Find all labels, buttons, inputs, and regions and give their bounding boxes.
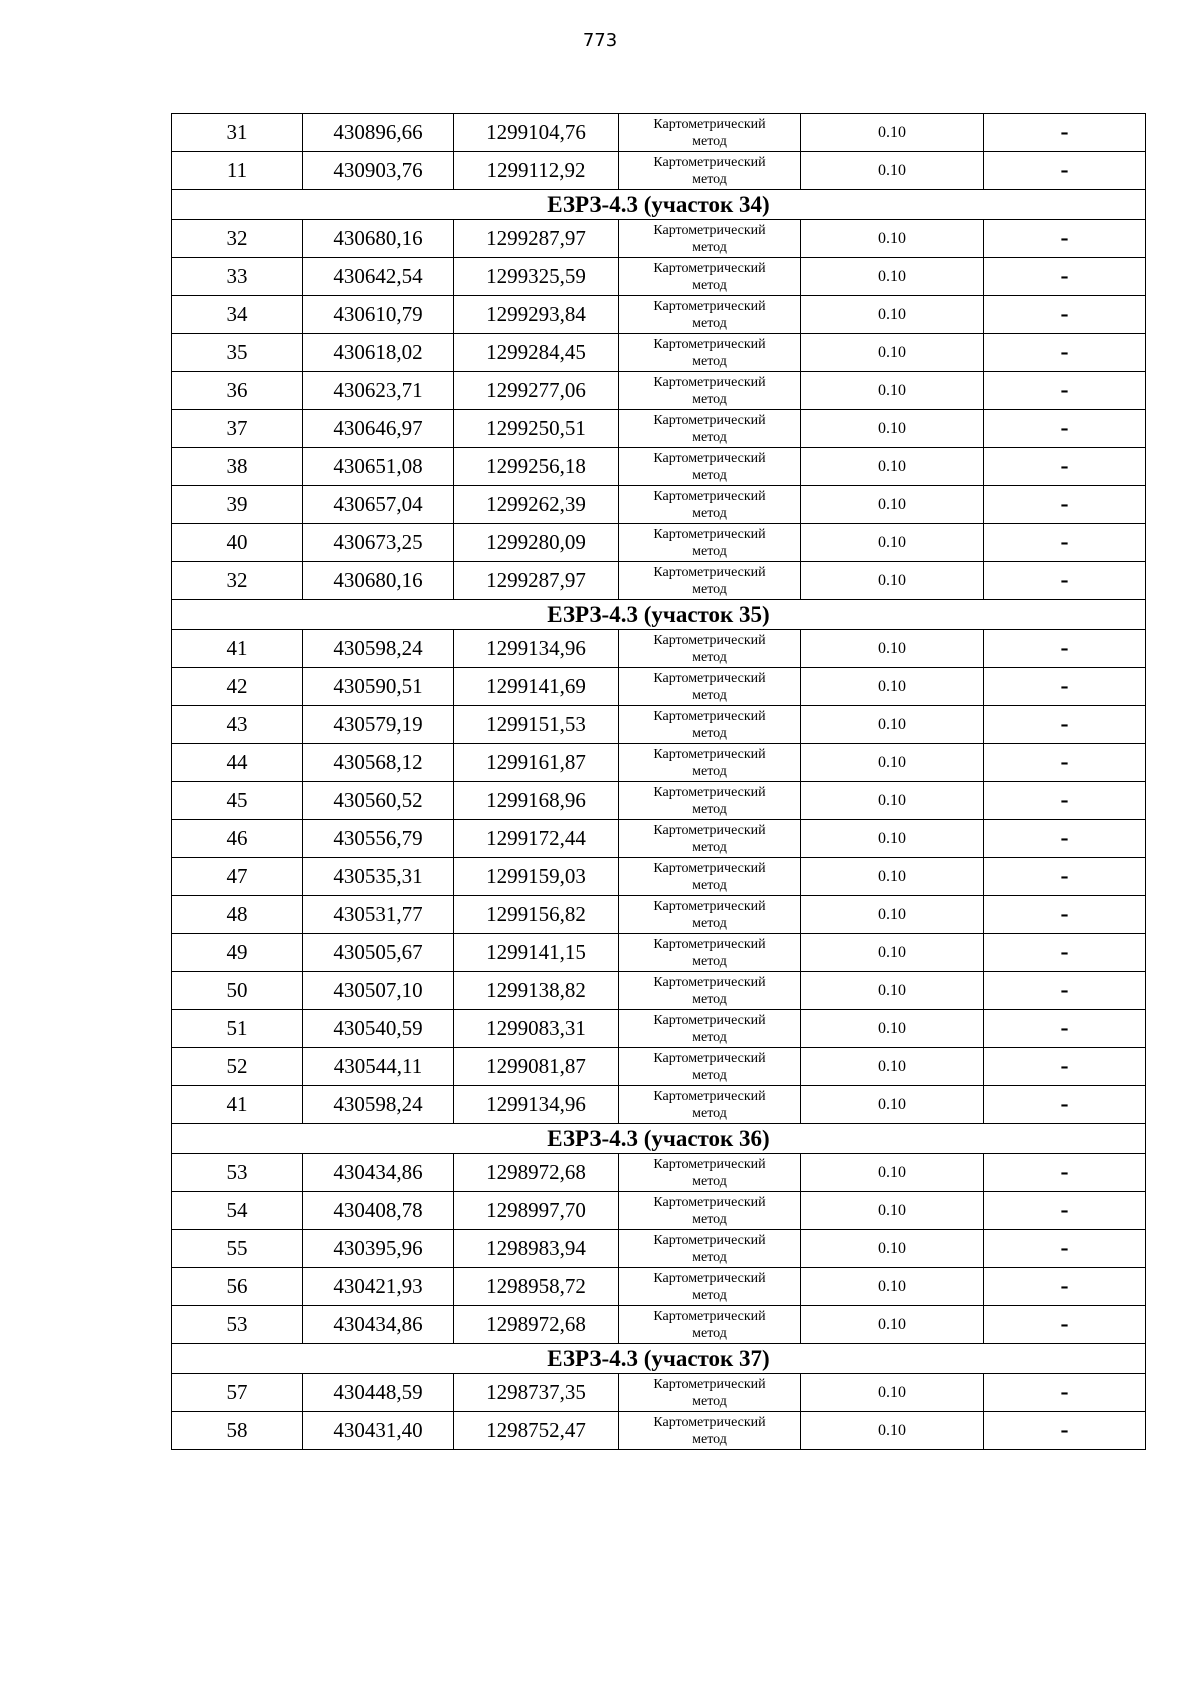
description-cell: - [984,630,1146,668]
method-line-2: метод [692,1211,727,1227]
description-cell: - [984,152,1146,190]
table-row [172,258,1146,296]
y-coordinate-cell: 1299262,39 [454,486,619,524]
accuracy-cell: 0.10 [801,372,984,410]
point-number-cell: 51 [172,1010,303,1048]
x-coordinate-cell: 430568,12 [303,744,454,782]
y-coordinate-cell: 1298958,72 [454,1268,619,1306]
accuracy-cell: 0.10 [801,630,984,668]
accuracy-cell: 0.10 [801,258,984,296]
y-coordinate-cell: 1299104,76 [454,114,619,152]
table-row [172,220,1146,258]
x-coordinate-cell: 430903,76 [303,152,454,190]
method-line-1: Картометрический [653,412,766,428]
method-line-1: Картометрический [653,488,766,504]
coordinates-table-body [172,114,1146,1450]
accuracy-cell: 0.10 [801,782,984,820]
y-coordinate-cell: 1299134,96 [454,630,619,668]
point-number-cell: 46 [172,820,303,858]
description-cell: - [984,334,1146,372]
method-cell [619,782,801,820]
point-number-cell: 32 [172,562,303,600]
method-line-1: Картометрический [653,936,766,952]
description-cell: - [984,744,1146,782]
table-row [172,706,1146,744]
y-coordinate-cell: 1299293,84 [454,296,619,334]
y-coordinate-cell: 1299250,51 [454,410,619,448]
x-coordinate-cell: 430642,54 [303,258,454,296]
y-coordinate-cell: 1298997,70 [454,1192,619,1230]
method-line-2: метод [692,277,727,293]
description-cell: - [984,486,1146,524]
method-line-2: метод [692,505,727,521]
x-coordinate-cell: 430544,11 [303,1048,454,1086]
point-number-cell: 36 [172,372,303,410]
description-cell: - [984,972,1146,1010]
method-line-2: метод [692,801,727,817]
method-line-1: Картометрический [653,298,766,314]
point-number-cell: 45 [172,782,303,820]
x-coordinate-cell: 430618,02 [303,334,454,372]
description-cell: - [984,782,1146,820]
method-line-2: метод [692,171,727,187]
method-line-2: метод [692,725,727,741]
section-title: ЕЗРЗ-4.3 (участок 35) [172,600,1146,630]
method-cell [619,744,801,782]
method-cell [619,630,801,668]
y-coordinate-cell: 1298972,68 [454,1306,619,1344]
method-line-2: метод [692,467,727,483]
x-coordinate-cell: 430431,40 [303,1412,454,1450]
y-coordinate-cell: 1298737,35 [454,1374,619,1412]
table-row [172,296,1146,334]
accuracy-cell: 0.10 [801,296,984,334]
table-row [172,858,1146,896]
method-line-1: Картометрический [653,1194,766,1210]
accuracy-cell: 0.10 [801,152,984,190]
x-coordinate-cell: 430434,86 [303,1154,454,1192]
point-number-cell: 55 [172,1230,303,1268]
method-line-1: Картометрический [653,1050,766,1066]
x-coordinate-cell: 430579,19 [303,706,454,744]
x-coordinate-cell: 430657,04 [303,486,454,524]
method-line-1: Картометрический [653,116,766,132]
accuracy-cell: 0.10 [801,1306,984,1344]
description-cell: - [984,1230,1146,1268]
table-row [172,934,1146,972]
table-row [172,1086,1146,1124]
point-number-cell: 53 [172,1306,303,1344]
x-coordinate-cell: 430434,86 [303,1306,454,1344]
table-row [172,448,1146,486]
y-coordinate-cell: 1299256,18 [454,448,619,486]
method-cell [619,820,801,858]
y-coordinate-cell: 1299134,96 [454,1086,619,1124]
accuracy-cell: 0.10 [801,706,984,744]
table-row [172,1374,1146,1412]
point-number-cell: 35 [172,334,303,372]
method-line-2: метод [692,1287,727,1303]
method-cell [619,1412,801,1450]
section-header-row [172,600,1146,630]
accuracy-cell: 0.10 [801,486,984,524]
table-row [172,410,1146,448]
x-coordinate-cell: 430680,16 [303,562,454,600]
method-cell [619,562,801,600]
point-number-cell: 57 [172,1374,303,1412]
accuracy-cell: 0.10 [801,1048,984,1086]
x-coordinate-cell: 430408,78 [303,1192,454,1230]
method-line-1: Картометрический [653,526,766,542]
accuracy-cell: 0.10 [801,524,984,562]
method-line-2: метод [692,915,727,931]
method-line-1: Картометрический [653,632,766,648]
table-row [172,820,1146,858]
method-line-2: метод [692,581,727,597]
description-cell: - [984,1412,1146,1450]
method-line-2: метод [692,953,727,969]
x-coordinate-cell: 430507,10 [303,972,454,1010]
y-coordinate-cell: 1299141,15 [454,934,619,972]
method-cell [619,1192,801,1230]
x-coordinate-cell: 430560,52 [303,782,454,820]
table-row [172,744,1146,782]
method-cell [619,524,801,562]
method-cell [619,1154,801,1192]
x-coordinate-cell: 430598,24 [303,630,454,668]
section-header-row [172,190,1146,220]
description-cell: - [984,706,1146,744]
method-cell [619,410,801,448]
method-cell [619,114,801,152]
method-cell [619,1374,801,1412]
section-title: ЕЗРЗ-4.3 (участок 36) [172,1124,1146,1154]
y-coordinate-cell: 1299159,03 [454,858,619,896]
method-line-1: Картометрический [653,860,766,876]
point-number-cell: 48 [172,896,303,934]
method-line-1: Картометрический [653,336,766,352]
table-row [172,486,1146,524]
method-cell [619,934,801,972]
point-number-cell: 41 [172,1086,303,1124]
method-cell [619,258,801,296]
description-cell: - [984,896,1146,934]
x-coordinate-cell: 430590,51 [303,668,454,706]
y-coordinate-cell: 1299156,82 [454,896,619,934]
table-row [172,1306,1146,1344]
x-coordinate-cell: 430646,97 [303,410,454,448]
accuracy-cell: 0.10 [801,972,984,1010]
x-coordinate-cell: 430623,71 [303,372,454,410]
method-line-2: метод [692,991,727,1007]
method-line-2: метод [692,763,727,779]
table-row [172,114,1146,152]
description-cell: - [984,296,1146,334]
method-cell [619,896,801,934]
method-line-2: метод [692,353,727,369]
method-cell [619,706,801,744]
accuracy-cell: 0.10 [801,1230,984,1268]
accuracy-cell: 0.10 [801,744,984,782]
method-line-1: Картометрический [653,1156,766,1172]
y-coordinate-cell: 1299141,69 [454,668,619,706]
method-line-2: метод [692,315,727,331]
method-line-1: Картометрический [653,898,766,914]
x-coordinate-cell: 430610,79 [303,296,454,334]
x-coordinate-cell: 430651,08 [303,448,454,486]
accuracy-cell: 0.10 [801,1086,984,1124]
accuracy-cell: 0.10 [801,668,984,706]
point-number-cell: 43 [172,706,303,744]
method-line-2: метод [692,1249,727,1265]
x-coordinate-cell: 430896,66 [303,114,454,152]
y-coordinate-cell: 1299280,09 [454,524,619,562]
accuracy-cell: 0.10 [801,1010,984,1048]
section-header-row [172,1344,1146,1374]
description-cell: - [984,220,1146,258]
accuracy-cell: 0.10 [801,1268,984,1306]
method-line-1: Картометрический [653,374,766,390]
description-cell: - [984,448,1146,486]
method-cell [619,220,801,258]
method-line-2: метод [692,1067,727,1083]
point-number-cell: 56 [172,1268,303,1306]
method-line-2: метод [692,543,727,559]
accuracy-cell: 0.10 [801,858,984,896]
method-cell [619,1306,801,1344]
method-line-2: метод [692,1173,727,1189]
method-line-2: метод [692,391,727,407]
accuracy-cell: 0.10 [801,1374,984,1412]
y-coordinate-cell: 1299151,53 [454,706,619,744]
accuracy-cell: 0.10 [801,1154,984,1192]
y-coordinate-cell: 1299277,06 [454,372,619,410]
x-coordinate-cell: 430598,24 [303,1086,454,1124]
x-coordinate-cell: 430505,67 [303,934,454,972]
table-row [172,1048,1146,1086]
method-line-1: Картометрический [653,670,766,686]
method-line-1: Картометрический [653,1012,766,1028]
method-line-1: Картометрический [653,746,766,762]
method-line-2: метод [692,1105,727,1121]
method-cell [619,372,801,410]
description-cell: - [984,1268,1146,1306]
description-cell: - [984,410,1146,448]
table-row [172,972,1146,1010]
method-line-1: Картометрический [653,708,766,724]
accuracy-cell: 0.10 [801,562,984,600]
point-number-cell: 32 [172,220,303,258]
accuracy-cell: 0.10 [801,410,984,448]
method-line-2: метод [692,1029,727,1045]
description-cell: - [984,1374,1146,1412]
accuracy-cell: 0.10 [801,334,984,372]
point-number-cell: 40 [172,524,303,562]
x-coordinate-cell: 430673,25 [303,524,454,562]
description-cell: - [984,1010,1146,1048]
description-cell: - [984,1086,1146,1124]
description-cell: - [984,820,1146,858]
method-cell [619,972,801,1010]
table-row [172,1412,1146,1450]
y-coordinate-cell: 1298983,94 [454,1230,619,1268]
section-header-row [172,1124,1146,1154]
point-number-cell: 50 [172,972,303,1010]
point-number-cell: 11 [172,152,303,190]
description-cell: - [984,1306,1146,1344]
method-line-2: метод [692,649,727,665]
description-cell: - [984,372,1146,410]
method-line-2: метод [692,687,727,703]
description-cell: - [984,1154,1146,1192]
method-line-2: метод [692,1325,727,1341]
table-row [172,334,1146,372]
table-row [172,782,1146,820]
y-coordinate-cell: 1299168,96 [454,782,619,820]
description-cell: - [984,258,1146,296]
point-number-cell: 58 [172,1412,303,1450]
x-coordinate-cell: 430531,77 [303,896,454,934]
y-coordinate-cell: 1298972,68 [454,1154,619,1192]
y-coordinate-cell: 1299284,45 [454,334,619,372]
section-title: ЕЗРЗ-4.3 (участок 37) [172,1344,1146,1374]
method-line-2: метод [692,1431,727,1447]
table-row [172,372,1146,410]
description-cell: - [984,114,1146,152]
description-cell: - [984,668,1146,706]
table-row [172,1154,1146,1192]
section-title: ЕЗРЗ-4.3 (участок 34) [172,190,1146,220]
table-row [172,152,1146,190]
y-coordinate-cell: 1298752,47 [454,1412,619,1450]
table-row [172,562,1146,600]
point-number-cell: 38 [172,448,303,486]
method-line-1: Картометрический [653,1376,766,1392]
method-line-2: метод [692,429,727,445]
x-coordinate-cell: 430540,59 [303,1010,454,1048]
method-line-1: Картометрический [653,222,766,238]
y-coordinate-cell: 1299083,31 [454,1010,619,1048]
accuracy-cell: 0.10 [801,1192,984,1230]
point-number-cell: 44 [172,744,303,782]
method-line-2: метод [692,239,727,255]
method-line-1: Картометрический [653,974,766,990]
method-line-1: Картометрический [653,1308,766,1324]
accuracy-cell: 0.10 [801,820,984,858]
x-coordinate-cell: 430448,59 [303,1374,454,1412]
accuracy-cell: 0.10 [801,1412,984,1450]
point-number-cell: 42 [172,668,303,706]
method-cell [619,152,801,190]
method-line-2: метод [692,877,727,893]
point-number-cell: 41 [172,630,303,668]
point-number-cell: 31 [172,114,303,152]
x-coordinate-cell: 430395,96 [303,1230,454,1268]
y-coordinate-cell: 1299287,97 [454,220,619,258]
method-cell [619,296,801,334]
point-number-cell: 39 [172,486,303,524]
table-row [172,630,1146,668]
method-cell [619,334,801,372]
table-row [172,1230,1146,1268]
method-cell [619,486,801,524]
point-number-cell: 37 [172,410,303,448]
method-cell [619,1086,801,1124]
page-number: 773 [582,30,618,51]
x-coordinate-cell: 430556,79 [303,820,454,858]
method-cell [619,1010,801,1048]
accuracy-cell: 0.10 [801,114,984,152]
method-line-1: Картометрический [653,260,766,276]
method-line-1: Картометрический [653,1088,766,1104]
table-row [172,1192,1146,1230]
point-number-cell: 34 [172,296,303,334]
method-cell [619,448,801,486]
method-cell [619,858,801,896]
table-row [172,524,1146,562]
method-line-1: Картометрический [653,822,766,838]
accuracy-cell: 0.10 [801,934,984,972]
table-row [172,668,1146,706]
y-coordinate-cell: 1299112,92 [454,152,619,190]
y-coordinate-cell: 1299138,82 [454,972,619,1010]
point-number-cell: 47 [172,858,303,896]
method-line-1: Картометрический [653,154,766,170]
method-cell [619,1230,801,1268]
description-cell: - [984,934,1146,972]
x-coordinate-cell: 430421,93 [303,1268,454,1306]
accuracy-cell: 0.10 [801,448,984,486]
y-coordinate-cell: 1299081,87 [454,1048,619,1086]
y-coordinate-cell: 1299161,87 [454,744,619,782]
description-cell: - [984,858,1146,896]
point-number-cell: 54 [172,1192,303,1230]
method-line-1: Картометрический [653,1414,766,1430]
table-row [172,1010,1146,1048]
point-number-cell: 49 [172,934,303,972]
y-coordinate-cell: 1299325,59 [454,258,619,296]
coordinates-table [171,113,1146,1450]
accuracy-cell: 0.10 [801,896,984,934]
point-number-cell: 52 [172,1048,303,1086]
point-number-cell: 53 [172,1154,303,1192]
method-line-1: Картометрический [653,784,766,800]
method-line-1: Картометрический [653,564,766,580]
x-coordinate-cell: 430680,16 [303,220,454,258]
table-row [172,1268,1146,1306]
method-cell [619,1048,801,1086]
method-cell [619,668,801,706]
description-cell: - [984,562,1146,600]
point-number-cell: 33 [172,258,303,296]
y-coordinate-cell: 1299287,97 [454,562,619,600]
method-line-2: метод [692,839,727,855]
method-line-2: метод [692,1393,727,1409]
x-coordinate-cell: 430535,31 [303,858,454,896]
method-line-2: метод [692,133,727,149]
accuracy-cell: 0.10 [801,220,984,258]
method-line-1: Картометрический [653,450,766,466]
description-cell: - [984,1192,1146,1230]
description-cell: - [984,1048,1146,1086]
y-coordinate-cell: 1299172,44 [454,820,619,858]
method-line-1: Картометрический [653,1270,766,1286]
method-cell [619,1268,801,1306]
description-cell: - [984,524,1146,562]
method-line-1: Картометрический [653,1232,766,1248]
table-row [172,896,1146,934]
